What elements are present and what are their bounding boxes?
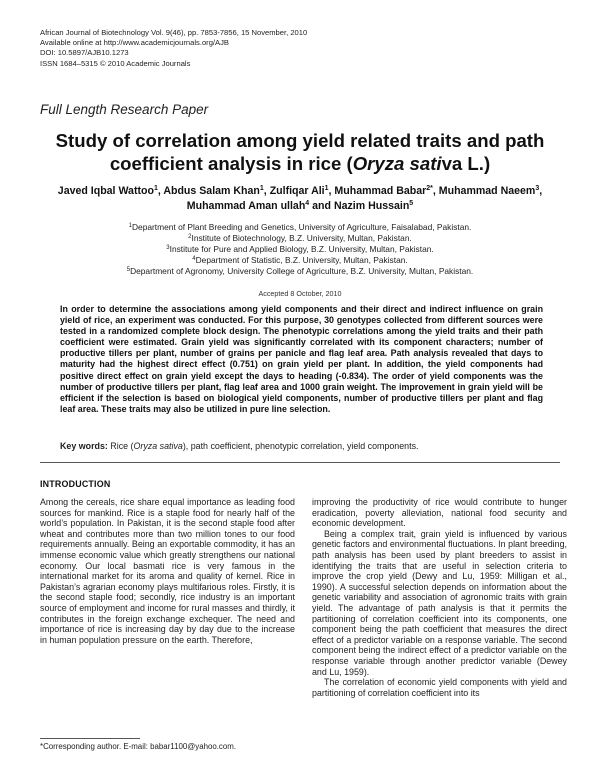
- author-affiliation-marker: 5: [409, 200, 414, 207]
- author-name: Muhammad Naeem: [438, 185, 536, 197]
- accepted-date: Accepted 8 October, 2010: [258, 289, 342, 298]
- introduction-heading: INTRODUCTION: [40, 479, 111, 489]
- author-affiliation-marker: 3: [535, 185, 540, 192]
- author-affiliation-marker: 2*: [426, 185, 433, 192]
- author-name: Zulfiqar Ali: [269, 185, 325, 197]
- paragraph: improving the productivity of rice would contribute to hunger eradication, poverty alleviation, national food security and economic development.: [312, 497, 567, 529]
- affiliation: [40, 266, 560, 277]
- paper-type: Full Length Research Paper: [40, 102, 209, 117]
- author-separator: ,: [432, 185, 439, 197]
- journal-issn: ISSN 1684–5315 © 2010 Academic Journals: [40, 58, 191, 68]
- corresponding-author-footnote: *Corresponding author. E-mail: babar1100@yahoo.com.: [40, 742, 237, 751]
- affiliation-text: Department of Statistic, B.Z. University, Multan, Pakistan.: [195, 255, 408, 265]
- author-name: Muhammad Aman ullah: [186, 200, 306, 212]
- affiliation: [40, 222, 560, 233]
- author-name: Abdus Salam Khan: [163, 185, 260, 197]
- author-list: [55, 184, 545, 214]
- affiliation-text: Institute for Pure and Applied Biology, B.Z. University, Multan, Pakistan.: [169, 244, 434, 254]
- title-species-italic: Oryza sati: [352, 153, 442, 174]
- author-affiliation-marker: 4: [305, 200, 310, 207]
- keywords-text: Rice (: [107, 441, 134, 451]
- author-name: Muhammad Babar: [334, 185, 427, 197]
- author-separator: and: [309, 200, 334, 212]
- author-name: Javed Iqbal Wattoo: [57, 185, 154, 197]
- affiliation-marker: 1: [128, 223, 132, 229]
- section-divider: [40, 462, 560, 463]
- paragraph: Among the cereals, rice share equal importance as leading food sources for mankind. Rice is a staple food for nearly half of the world’s population. In Pakistan, it is the second staple food after wheat and contributes more than two million tones to our food requirements annually. Being an exportable commodity, it has an immense economic value which greatly strengthens our national economy. Our local basmati rice is very famous in the international market for its aroma and quality of kernel. Rice in Pakistan’s agrarian economy plays multifarious roles. Firstly, it is the second staple food; secondly, rice industry is an important source of employment and income for rural masses and thirdly, it contributes in the foreign exchange exchequer. The need and importance of rice is increasing day by day due to the increase in human population pressure on the earth. Therefore,: [40, 497, 295, 645]
- affiliation-marker: 3: [166, 245, 170, 251]
- author-separator: ,: [539, 185, 543, 197]
- paragraph: Being a complex trait, grain yield is influenced by various genetic factors and environmental fluctuations. In plant breeding, path analysis has been used by plant breeders to assist in identifying the traits that are useful in selection criteria to improve the crop yield (Dewy and Lu, 1959: Milligan et al., 1990). A successful selection depends on information about the genetic variability and association of agronomic traits with grain yield. The advantage of path analysis is that it permits the partitioning of correlation coefficient into its components, one component being the path coefficient that measures the direct effect of a predictor variable on a response variable. The second component being the indirect effect of a predictor variable on the response variable through another predictor variable (Dewey and Lu, 1959).: [312, 528, 567, 677]
- title-text: Study of correlation among yield related traits and path coefficient analysis in rice (: [55, 130, 545, 174]
- affiliation-text: Institute of Biotechnology, B.Z. University, Multan, Pakistan.: [191, 233, 412, 243]
- title-text-end: va L.): [441, 153, 491, 174]
- affiliation-marker: 4: [192, 256, 196, 262]
- author-name: Nazim Hussain: [333, 200, 410, 212]
- keywords-italic: Oryza sativa: [133, 441, 183, 451]
- body-column-left: [40, 497, 295, 645]
- journal-url: Available online at http://www.academicjournals.org/AJB: [40, 38, 229, 48]
- author-affiliation-marker: 1: [259, 185, 264, 192]
- affiliation: [40, 255, 560, 266]
- journal-doi: DOI: 10.5897/AJB10.1273: [40, 48, 129, 58]
- abstract: In order to determine the associations among yield components and their direct and indirect influence on grain yield of rice, an experiment was conducted. For this purpose, 30 genotypes collected from different sources were tested in a randomized complete block design. The phenotypic correlations among the yield traits and their path coefficient were estimated. Grain yield was significantly correlated with its component characters; number of productive tillers per plant, number of grains per panicle and flag leaf area. Path analysis revealed that days to maturity had the highest direct effect (0.751) on grain yield per plant. In addition, the yield components had positive direct effect on grain yield except the days to heading (-0.834). The order of yield components was the number of productive tillers per plant, flag leaf area and 1000 grain weight. The improvement in grain yield will be efficient if the selection is based on biological yield components, number of productive tillers per plant and flag leaf area. These traits may also be utilized in pure line selection.: [60, 304, 543, 414]
- paper-title: [30, 129, 570, 175]
- affiliation: [40, 244, 560, 255]
- journal-citation: African Journal of Biotechnology Vol. 9(46), pp. 7853-7856, 15 November, 2010: [40, 28, 308, 37]
- paragraph: The correlation of economic yield components with yield and partitioning of correlation coefficient into its: [312, 677, 567, 698]
- affiliation-list: [40, 222, 560, 277]
- affiliation-text: Department of Agronomy, University College of Agriculture, B.Z. University, Multan, Pakistan.: [130, 266, 474, 276]
- body-column-right: [312, 497, 567, 698]
- affiliation-marker: 2: [188, 234, 192, 240]
- author-separator: ,: [328, 185, 335, 197]
- footnote-divider: [40, 738, 140, 739]
- author-affiliation-marker: 1: [324, 185, 329, 192]
- affiliation-marker: 5: [126, 267, 131, 273]
- affiliation: [40, 233, 560, 244]
- keywords: [60, 441, 543, 452]
- journal-metadata: [40, 28, 307, 69]
- author-affiliation-marker: 1: [153, 185, 158, 192]
- author-separator: ,: [157, 185, 164, 197]
- keywords-label: Key words:: [60, 441, 108, 451]
- author-separator: ,: [263, 185, 270, 197]
- keywords-text-end: ), path coefficient, phenotypic correlation, yield components.: [182, 441, 419, 451]
- affiliation-text: Department of Plant Breeding and Genetics, University of Agriculture, Faisalabad, Pakistan.: [131, 222, 472, 232]
